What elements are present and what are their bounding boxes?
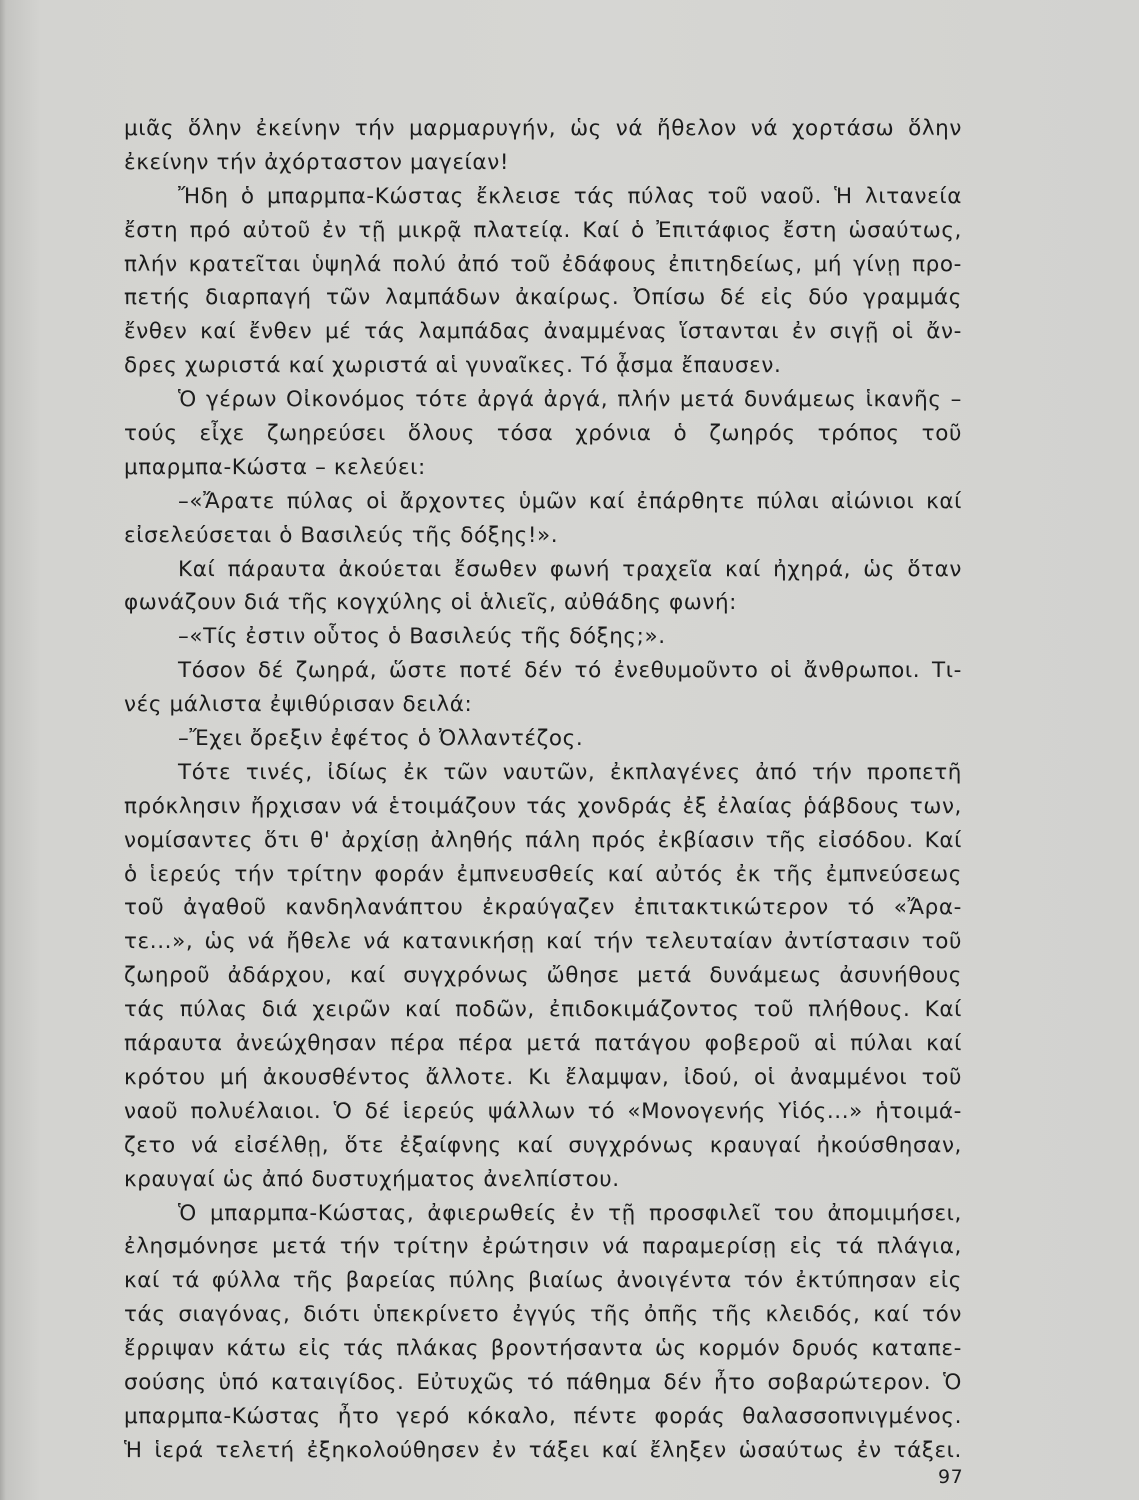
- text-line: Τόσον δέ ζωηρά, ὥστε ποτέ δέν τό ἐνεθυμοῦντο οἱ ἄνθρωποι. Τι-: [178, 658, 962, 684]
- text-line: Ἡ ἱερά τελετή ἐξηκολούθησεν ἐν τάξει καί ἔληξεν ὡσαύτως ἐν τάξει.: [124, 1437, 962, 1463]
- text-line: ὁ ἱερεύς τήν τρίτην φοράν ἐμπνευσθείς καί αὐτός ἐκ τῆς ἐμπνεύσεως: [124, 861, 962, 887]
- text-line: ἐκείνην τήν ἀχόρταστον μαγείαν!: [124, 149, 510, 175]
- text-line: δρες χωριστά καί χωριστά αἱ γυναῖκες. Τό ᾆσμα ἔπαυσεν.: [124, 353, 782, 379]
- text-line: Ἤδη ὁ μπαρμπα-Κώστας ἔκλεισε τάς πύλας τοῦ ναοῦ. Ἡ λιτανεία: [178, 183, 962, 209]
- text-line: πετής διαρπαγή τῶν λαμπάδων ἀκαίρως. Ὀπίσω δέ εἰς δύο γραμμάς: [124, 285, 962, 311]
- text-line: ζετο νά εἰσέλθῃ, ὅτε ἐξαίφνης καί συγχρόνως κραυγαί ἠκούσθησαν,: [124, 1132, 962, 1158]
- text-line: πρόκλησιν ἤρχισαν νά ἑτοιμάζουν τάς χονδράς ἐξ ἐλαίας ῥάβδους των,: [124, 793, 962, 819]
- text-line: μιᾶς ὅλην ἐκείνην τήν μαρμαρυγήν, ὡς νά ἤθελον νά χορτάσω ὅλην: [124, 116, 962, 141]
- text-line: Καί πάραυτα ἀκούεται ἔσωθεν φωνή τραχεῖα καί ἠχηρά, ὡς ὅταν: [178, 556, 962, 582]
- text-line: τάς πύλας διά χειρῶν καί ποδῶν, ἐπιδοκιμάζοντος τοῦ πλήθους. Καί: [124, 997, 962, 1023]
- text-line: καί τά φύλλα τῆς βαρείας πύλης βιαίως ἀνοιγέντα τόν ἐκτύπησαν εἰς: [124, 1268, 962, 1294]
- text-line: κραυγαί ὡς ἀπό δυστυχήματος ἀνελπίστου.: [124, 1166, 620, 1192]
- text-line: –«Τίς ἐστιν οὗτος ὁ Βασιλεύς τῆς δόξης;».: [178, 624, 666, 650]
- page-number: 97: [938, 1466, 964, 1488]
- text-line: τε...», ὡς νά ἤθελε νά κατανικήσῃ καί τήν τελευταίαν ἀντίστασιν τοῦ: [124, 929, 962, 955]
- text-line: τούς εἶχε ζωηρεύσει ὅλους τόσα χρόνια ὁ ζωηρός τρόπος τοῦ: [124, 421, 962, 447]
- text-line: Ὁ μπαρμπα-Κώστας, ἀφιερωθείς ἐν τῇ προσφιλεῖ του ἀπομιμήσει,: [178, 1200, 962, 1226]
- text-line: νομίσαντες ὅτι θ' ἀρχίσῃ ἀληθής πάλη πρός ἐκβίασιν τῆς εἰσόδου. Καί: [124, 827, 962, 853]
- body-text: [124, 112, 962, 1468]
- text-line: εἰσελεύσεται ὁ Βασιλεύς τῆς δόξης!».: [124, 522, 559, 548]
- text-line: πάραυτα ἀνεώχθησαν πέρα πέρα μετά πατάγου φοβεροῦ αἱ πύλαι καί: [124, 1031, 962, 1057]
- text-line: φωνάζουν διά τῆς κογχύλης οἱ ἁλιεῖς, αὐθάδης φωνή:: [124, 590, 738, 616]
- text-line: τοῦ ἀγαθοῦ κανδηλανάπτου ἐκραύγαζεν ἐπιτακτικώτερον τό «Ἄρα-: [124, 895, 962, 921]
- text-line: Τότε τινές, ἰδίως ἐκ τῶν ναυτῶν, ἐκπλαγένες ἀπό τήν προπετῆ: [178, 759, 962, 785]
- text-line: τάς σιαγόνας, διότι ὑπεκρίνετο ἐγγύς τῆς ὀπῆς τῆς κλειδός, καί τόν: [124, 1302, 962, 1328]
- text-line: ζωηροῦ ἀδάρχου, καί συγχρόνως ὤθησε μετά δυνάμεως ἀσυνήθους: [124, 963, 962, 989]
- text-line: πλήν κρατεῖται ὑψηλά πολύ ἀπό τοῦ ἐδάφους ἐπιτηδείως, μή γίνῃ προ-: [124, 251, 962, 277]
- text-line: –«Ἄρατε πύλας οἱ ἄρχοντες ὑμῶν καί ἐπάρθητε πύλαι αἰώνιοι καί: [178, 488, 962, 514]
- text-line: σούσης ὑπό καταιγίδος. Εὐτυχῶς τό πάθημα δέν ἦτο σοβαρώτερον. Ὁ: [124, 1369, 962, 1395]
- text-line: ναοῦ πολυέλαιοι. Ὁ δέ ἱερεύς ψάλλων τό «Μονογενής Υἱός...» ἡτοιμά-: [124, 1098, 962, 1124]
- text-line: Ὁ γέρων Οἰκονόμος τότε ἀργά ἀργά, πλήν μετά δυνάμεως ἱκανῆς –: [178, 387, 962, 413]
- text-line: μπαρμπα-Κώστα – κελεύει:: [124, 454, 426, 480]
- text-line: ἔρριψαν κάτω εἰς τάς πλάκας βροντήσαντα ὡς κορμόν δρυός καταπε-: [124, 1336, 962, 1362]
- text-line: ἐλησμόνησε μετά τήν τρίτην ἐρώτησιν νά παραμερίσῃ εἰς τά πλάγια,: [124, 1234, 962, 1260]
- text-line: ἔστη πρό αὐτοῦ ἐν τῇ μικρᾷ πλατείᾳ. Καί ὁ Ἐπιτάφιος ἔστη ὡσαύτως,: [124, 217, 962, 243]
- text-line: νές μάλιστα ἐψιθύρισαν δειλά:: [124, 692, 473, 718]
- text-line: –Ἔχει ὄρεξιν ἐφέτος ὁ Ὀλλαντέζος.: [178, 726, 584, 752]
- text-line: κρότου μή ἀκουσθέντος ἄλλοτε. Κι ἔλαμψαν, ἰδού, οἱ ἀναμμένοι τοῦ: [124, 1064, 962, 1090]
- text-line: μπαρμπα-Κώστας ἦτο γερό κόκαλο, πέντε φοράς θαλασσοπνιγμένος.: [124, 1403, 962, 1429]
- text-line: ἔνθεν καί ἔνθεν μέ τάς λαμπάδας ἀναμμένας ἵστανται ἐν σιγῇ οἱ ἄν-: [124, 319, 962, 345]
